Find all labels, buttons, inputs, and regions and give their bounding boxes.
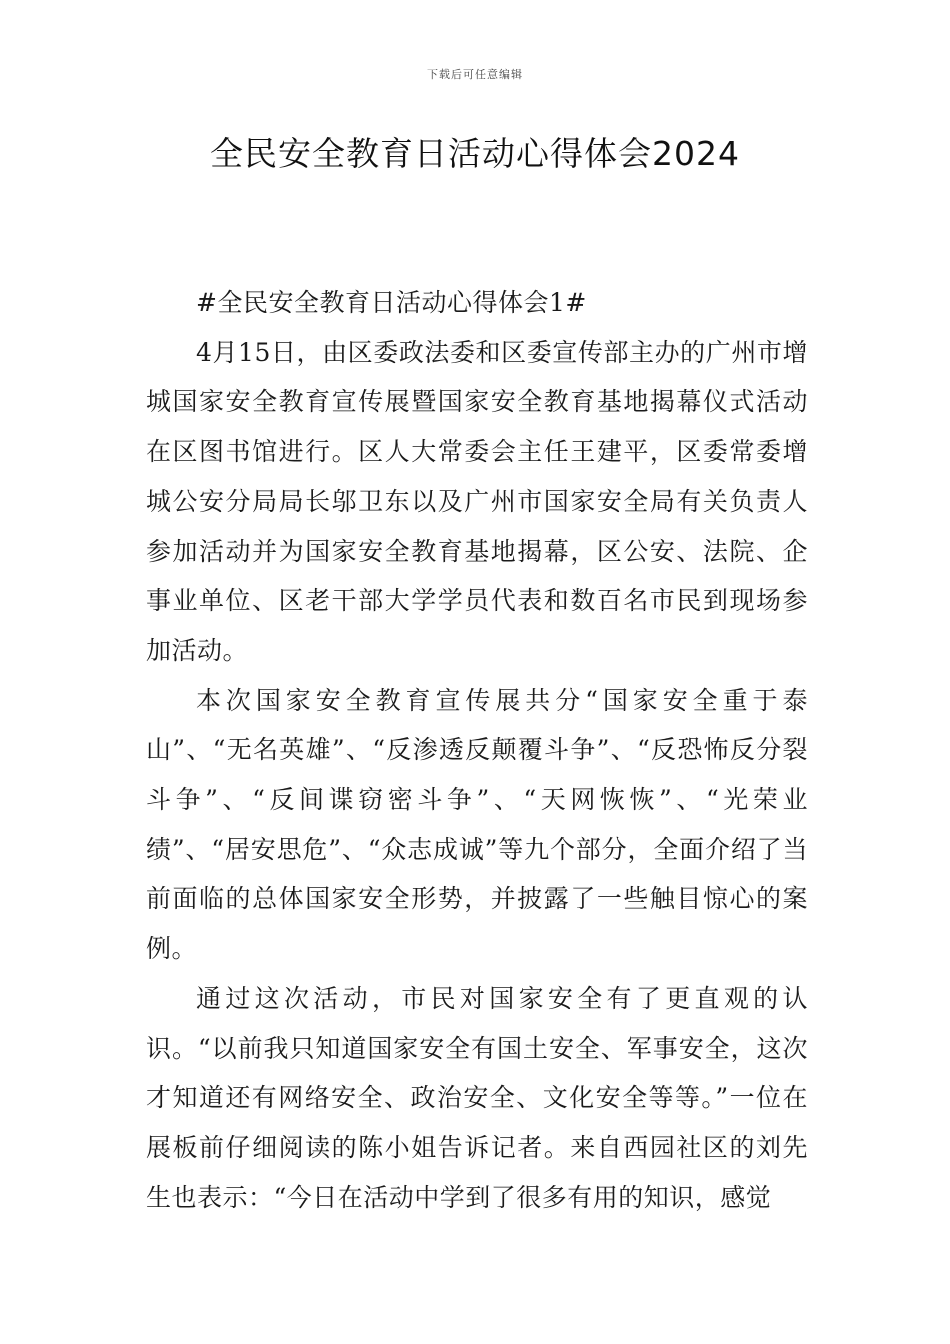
section-heading: #全民安全教育日活动心得体会1# [196,288,587,317]
paragraph-exhibition-parts: 本次国家安全教育宣传展共分“国家安全重于泰山”、“无名英雄”、“反渗透反颠覆斗争”、“反恐怖反分裂斗争”、“反间谍窃密斗争”、“天网恢恢”、“光荣业绩”、“居安思危”、“众志成诚”等九个部分，全面介绍了当前面临的总体国家安全形势，并披露了一些触目惊心的案例。 [146,685,808,964]
document-body [146,278,808,1222]
document-title: 全民安全教育日活动心得体会2024 [210,134,740,173]
paragraph-citizen-feedback: 通过这次活动，市民对国家安全有了更直观的认识。“以前我只知道国家安全有国土安全、军事安全，这次才知道还有网络安全、政治安全、文化安全等等。”一位在展板前仔细阅读的陈小姐告诉记者。来自西园社区的刘先生也表示：“今日在活动中学到了很多有用的知识，感觉 [146,983,808,1212]
paragraph-event-intro: 4月15日，由区委政法委和区委宣传部主办的广州市增城国家安全教育宣传展暨国家安全教育基地揭幕仪式活动在区图书馆进行。区人大常委会主任王建平，区委常委增城公安分局局长邬卫东以及广州市国家安全局有关负责人参加活动并为国家安全教育基地揭幕，区公安、法院、企事业单位、区老干部大学学员代表和数百名市民到现场参加活动。 [146,337,808,665]
header-note: 下载后可任意编辑 [427,68,523,81]
